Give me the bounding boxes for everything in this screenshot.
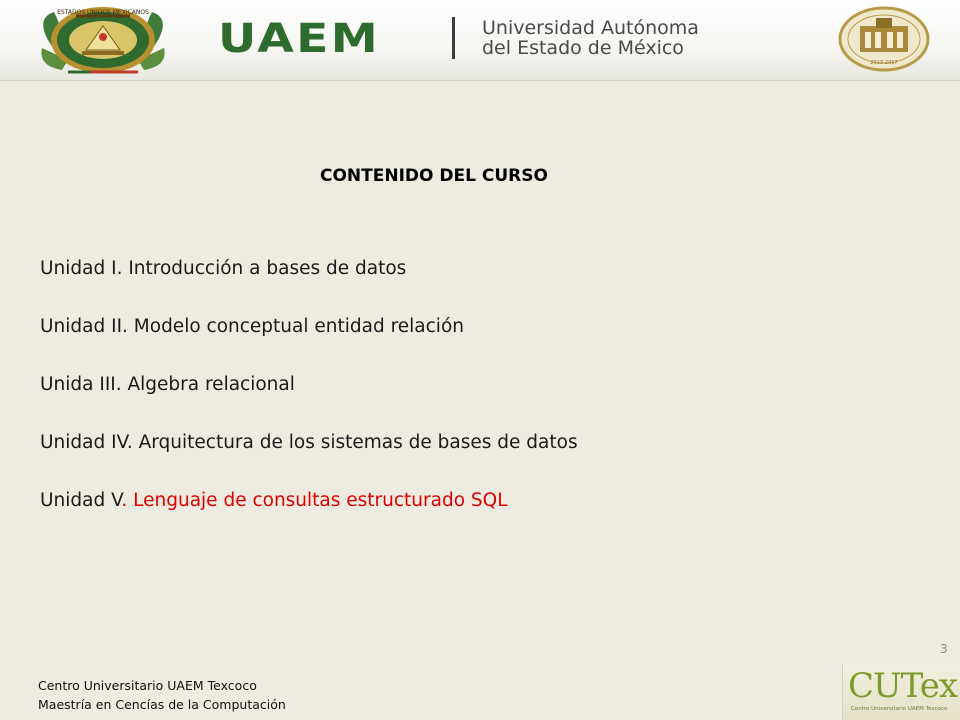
unit-highlight: . Lenguaje de consultas estructurado SQL	[121, 490, 508, 511]
unit-label: Unidad I. Introducción a bases de datos	[40, 258, 407, 279]
page-title: CONTENIDO DEL CURSO	[320, 166, 548, 186]
uaem-logo-text: UAEM	[218, 16, 381, 62]
unit-item	[40, 312, 578, 370]
slide-number: 3	[940, 642, 948, 656]
unit-label: Unidad IV. Arquitectura de los sistemas de bases de datos	[40, 432, 578, 453]
cutex-logo	[842, 664, 960, 720]
brand-divider	[452, 17, 455, 59]
unit-item	[40, 370, 578, 428]
unit-label: Unidad II. Modelo conceptual entidad relación	[40, 316, 464, 337]
university-name	[482, 18, 782, 58]
university-name-line1: Universidad Autónoma	[482, 17, 699, 39]
building-seal-icon	[838, 6, 930, 72]
footer-text	[38, 676, 286, 714]
coat-of-arms-icon	[28, 4, 178, 76]
cutex-logo-text: CUTex	[848, 666, 958, 706]
unit-label: Unidad V	[40, 490, 122, 511]
unit-item	[40, 428, 578, 486]
unit-list	[40, 254, 578, 544]
cutex-logo-subtitle: Centro Universitario UAEM Texcoco	[851, 706, 948, 712]
unit-label: Unida III. Algebra relacional	[40, 374, 295, 395]
unit-item	[40, 254, 578, 312]
footer-campus: Centro Universitario UAEM Texcoco	[38, 678, 257, 693]
header-banner	[0, 0, 960, 81]
university-name-line2: del Estado de México	[482, 37, 684, 59]
seal-year-text: 2013-2017	[870, 60, 898, 66]
seal-text: ESTADOS UNIDOS MEXICANOS	[57, 9, 149, 16]
footer-program: Maestría en Cencías de la Computación	[38, 697, 286, 712]
unit-item	[40, 486, 578, 544]
